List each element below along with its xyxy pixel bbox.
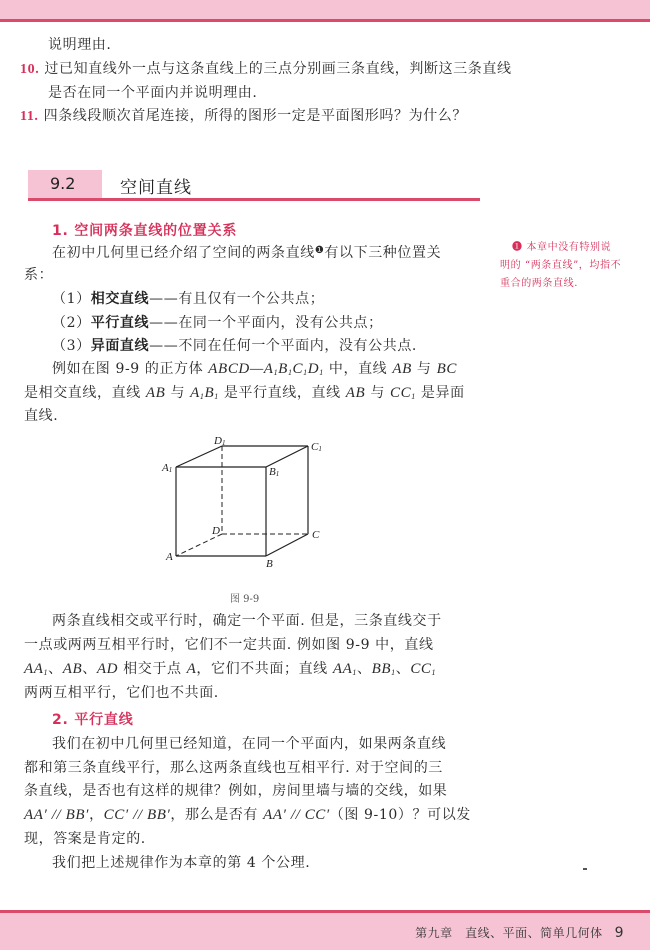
section-number-box: [28, 170, 102, 198]
subsection-heading-2: 2. 平行直线: [52, 712, 134, 728]
text: 与: [411, 361, 437, 377]
footer-band: [0, 910, 650, 950]
subsection2-line6: 我们把上述规律作为本章的第 4 个公理.: [52, 855, 311, 871]
paragraph2-line2: 一点或两两互相平行时，它们不一定共面. 例如图 9-9 中，直线: [24, 637, 434, 653]
text: 是异面: [415, 385, 465, 401]
math: AA′ // BB′: [24, 807, 90, 823]
footer: [415, 924, 624, 941]
subsection2-line2: 都和第三条直线平行，那么这两条直线也互相平行. 对于空间的三: [24, 760, 443, 776]
exercise-text: 过已知直线外一点与这条直线上的三点分别画三条直线，判断这三条直线: [44, 61, 512, 77]
math: $AA_1$: [332, 661, 357, 677]
subsection2-line3: 条直线，是否也有这样的规律？例如，房间里墙与墙的交线，如果: [24, 783, 448, 799]
section-header: [28, 170, 480, 201]
math: AA′ // CC′: [263, 807, 330, 823]
case-term: 相交直线: [90, 291, 150, 307]
math: AD: [96, 661, 119, 677]
text: 与: [165, 385, 191, 401]
text: 中，直线: [323, 361, 393, 377]
example-line1: [52, 360, 457, 382]
paragraph2-line4: 两两互相平行，它们也不共面.: [24, 685, 219, 701]
text: 是相交直线，直线: [24, 385, 146, 401]
footnote-marker: ❶: [512, 242, 523, 253]
intro-text-end: 有以下三种位置关: [324, 245, 442, 261]
cube-figure: [150, 430, 350, 590]
vertex-label-c1: C1: [311, 441, 322, 453]
math: $ABCD—A_1B_1C_1D_1$: [208, 361, 324, 377]
sidenote: [500, 239, 650, 293]
math: $CC_1$: [389, 385, 416, 401]
exercise-continuation: 说明理由.: [48, 37, 112, 53]
footer-chapter: 第九章 直线、平面、简单几何体: [415, 926, 603, 940]
intro-text: 在初中几何里已经介绍了空间的两条直线: [52, 245, 315, 261]
example-line2: [24, 384, 465, 406]
header-band: [0, 0, 650, 22]
sidenote-text: 明的 “两条直线”，均指不: [500, 260, 622, 271]
paragraph2-line3: $AA_1$、AB、AD 相交于点 A，它们不共面；直线 $AA_1$、$BB_1$、$CC_1$: [24, 661, 437, 677]
vertex-label-b1: B1: [269, 466, 280, 478]
case-label: （3）: [52, 338, 91, 354]
math: BC: [436, 361, 457, 377]
page-number: 9: [614, 925, 624, 941]
case-parallel: [52, 314, 383, 332]
footnote-marker[interactable]: ❶: [314, 245, 325, 256]
case-term: 平行直线: [90, 315, 150, 331]
math: $AA_1$: [24, 661, 49, 677]
math: $BB_1$: [371, 661, 396, 677]
vertex-label-d1: D1: [214, 435, 226, 447]
sidenote-text: 重合的两条直线.: [500, 278, 578, 289]
figure-caption: 图 9-9: [230, 594, 260, 605]
math: $A_1B_1$: [190, 385, 219, 401]
intro-line1: [52, 242, 441, 262]
exercise-11: [20, 107, 467, 126]
vertex-label-b: B: [266, 558, 273, 570]
case-desc: ——在同一个平面内，没有公共点；: [149, 315, 383, 331]
section-number: 9.2: [50, 174, 76, 193]
math: CC′ // BB′: [103, 807, 171, 823]
subsection2-line1: 我们在初中几何里已经知道，在同一个平面内，如果两条直线: [52, 736, 447, 752]
case-intersecting: [52, 290, 324, 308]
section-title: 空间直线: [120, 178, 192, 198]
math: A: [186, 661, 197, 677]
exercise-number: 11.: [20, 109, 39, 124]
vertex-label-d: D: [212, 525, 220, 537]
math: AB: [392, 361, 412, 377]
math: AB: [345, 385, 366, 401]
exercise-text: 四条线段顺次首尾连接，所得的图形一定是平面图形吗？为什么？: [43, 108, 467, 124]
text: 是平行直线，直线: [218, 385, 346, 401]
math: $CC_1$: [410, 661, 437, 677]
stray-mark: [583, 868, 587, 870]
case-term: 异面直线: [90, 338, 150, 354]
text: 例如在图 9-9 的正方体: [52, 361, 209, 377]
vertex-label-a1: A1: [162, 462, 173, 474]
math: AB: [145, 385, 166, 401]
subsection-heading-1: 1. 空间两条直线的位置关系: [52, 223, 238, 239]
sidenote-text: 本章中没有特别说: [522, 242, 612, 253]
exercise-10: [20, 60, 512, 79]
intro-line2: 系：: [24, 267, 54, 283]
vertex-label-a: A: [166, 551, 173, 563]
text: 与: [365, 385, 390, 401]
exercise-number: 10.: [20, 62, 40, 77]
case-label: （2）: [52, 315, 91, 331]
vertex-label-c: C: [312, 529, 320, 541]
paragraph2-line1: 两条直线相交或平行时，确定一个平面. 但是，三条直线交于: [52, 613, 442, 629]
subsection2-line4: AA′ // BB′，CC′ // BB′，那么是否有 AA′ // CC′（图 9-10）？可以发: [24, 807, 471, 823]
case-desc: ——有且仅有一个公共点；: [149, 291, 325, 307]
case-label: （1）: [52, 291, 91, 307]
math: AB: [62, 661, 83, 677]
exercise-10-line2: 是否在同一个平面内并说明理由.: [48, 85, 258, 101]
case-desc: ——不同在任何一个平面内，没有公共点.: [149, 338, 417, 354]
subsection2-line5: 现，答案是肯定的.: [24, 831, 146, 847]
example-line3: 直线.: [24, 408, 59, 424]
case-skew: [52, 337, 417, 355]
